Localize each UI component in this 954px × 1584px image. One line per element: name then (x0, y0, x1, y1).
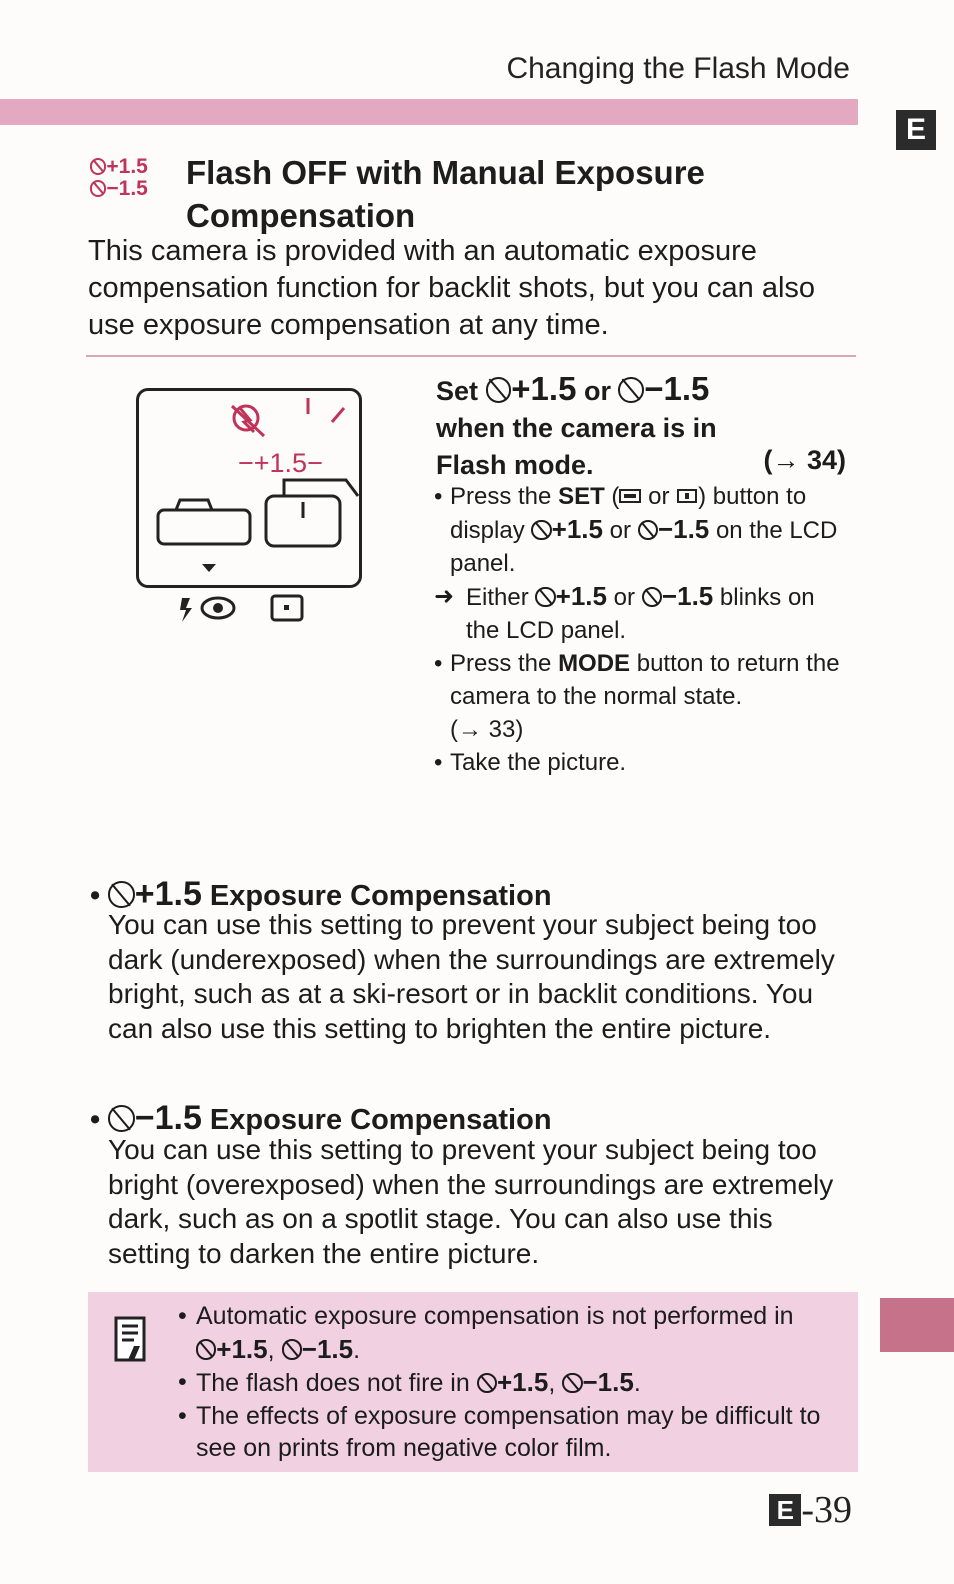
step-instructions (434, 480, 854, 779)
note-item: • The effects of exposure compensation may be difficult to see on prints from negative color film. (178, 1400, 858, 1465)
flash-off-compensation-icon: +1.5 −1.5 (90, 156, 148, 200)
section-title: Flash OFF with Manual Exposure Compensation (186, 154, 705, 234)
flash-off-icon (282, 1339, 302, 1359)
flash-off-icon (477, 1373, 497, 1393)
language-tab: E (896, 110, 936, 150)
lcd-battery-icon (158, 510, 250, 544)
flash-off-icon (642, 587, 662, 607)
flash-off-icon (638, 520, 658, 540)
flash-off-icon (90, 180, 106, 196)
plus-compensation-heading: • +1.5 Exposure Compensation (90, 875, 552, 913)
flash-off-icon (562, 1373, 582, 1393)
minus-compensation-heading: • −1.5 Exposure Compensation (90, 1099, 552, 1137)
running-title: Changing the Flash Mode (506, 52, 850, 85)
note-item: • Automatic exposure compensation is not performed in +1.5, −1.5. (178, 1300, 858, 1366)
list-item: • Take the picture. (434, 746, 854, 779)
lcd-panel-graphic (136, 388, 366, 588)
note-item: • The flash does not fire in +1.5, −1.5. (178, 1366, 858, 1400)
list-item: • Press the MODE button to return the camera to the normal state. (→ 33) (434, 647, 854, 746)
lcd-pointer-icon (202, 564, 216, 572)
step-heading: Set +1.5 or −1.5 when the camera is in Flash mode. (436, 370, 717, 480)
flash-off-icon (108, 881, 135, 908)
exposure-button-icon (619, 488, 641, 504)
flash-off-icon (108, 1105, 135, 1132)
list-item: • Press the SET ( or ) button to display +1.5 or −1.5 on the LCD panel. (434, 480, 854, 580)
language-tab-icon: E (769, 1494, 801, 1526)
flash-off-icon (531, 520, 551, 540)
result-item: ➜ Either +1.5 or −1.5 blinks on the LCD panel. (434, 580, 854, 647)
plus-compensation-text: You can use this setting to prevent your subject being too dark (underexposed) when the surroundings are extremely bright, such as at a ski-resort or in backlit conditions. You can also use this setting to brighten the entire picture. (108, 909, 835, 1044)
minus-compensation-text: You can use this setting to prevent your subject being too bright (overexposed) when the surroundings are extremely dark, such as on a spotlit stage. You can also use this setting to darken the entire picture. (108, 1134, 834, 1269)
flash-off-icon (618, 377, 644, 403)
self-timer-button-icon (676, 488, 698, 504)
page-reference: (→ 34) (763, 445, 846, 475)
flash-off-icon (90, 158, 106, 174)
header-band (0, 99, 858, 125)
page-number: E -39 (769, 1488, 852, 1532)
divider (86, 355, 856, 357)
notes-list (178, 1300, 858, 1465)
flash-bolt-icon (180, 598, 192, 622)
flash-off-icon (196, 1339, 216, 1359)
intro-paragraph: This camera is provided with an automatic exposure compensation function for backlit shots, but you can also use exposure compensation at any time. (88, 235, 816, 341)
lcd-mode-icons (176, 590, 316, 626)
flash-off-icon (535, 587, 555, 607)
side-index-tab (880, 1298, 954, 1352)
flash-off-icon (232, 406, 264, 436)
flash-off-icon (486, 377, 512, 403)
lcd-readout: −+1.5− (238, 448, 323, 478)
memo-icon (114, 1316, 146, 1362)
